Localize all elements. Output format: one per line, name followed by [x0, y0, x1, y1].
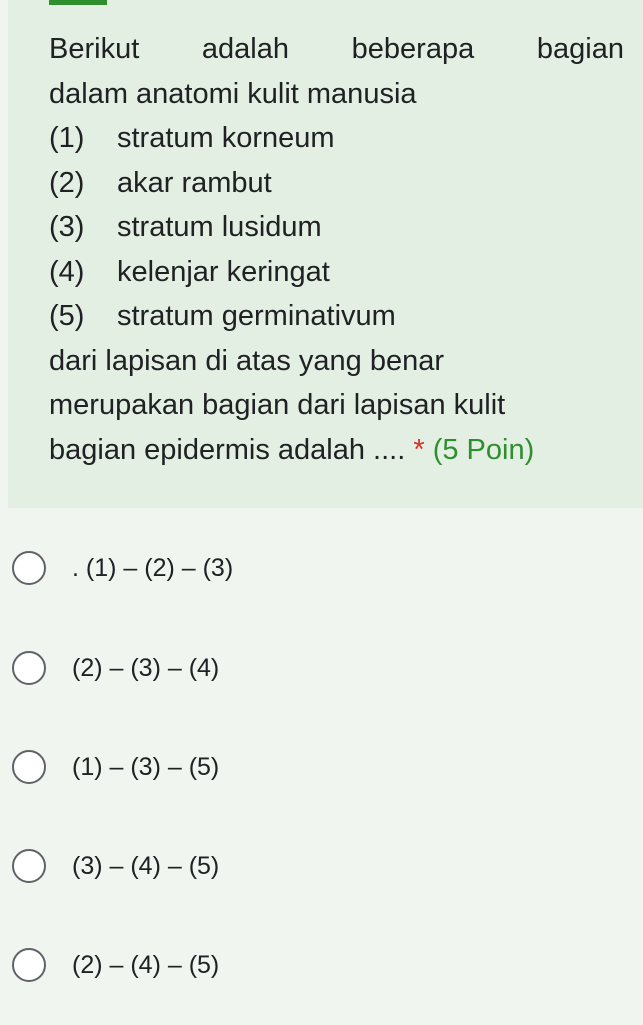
item-number: (5) — [49, 300, 85, 332]
option-label[interactable]: (2) – (4) – (5) — [72, 950, 220, 979]
question-line-8: dari lapisan di atas yang benar — [49, 344, 444, 377]
question-item-5 — [49, 294, 624, 339]
question-word: bagian — [536, 33, 624, 65]
question-word: adalah — [201, 33, 290, 65]
radio-button-icon[interactable] — [12, 948, 46, 982]
question-word: Berikut — [49, 33, 140, 65]
option-label[interactable]: (3) – (4) – (5) — [72, 851, 220, 880]
item-text: stratum korneum — [117, 122, 335, 154]
question-item-4 — [49, 250, 624, 295]
item-number: (4) — [49, 255, 85, 288]
option-label[interactable]: (2) – (3) – (4) — [72, 653, 220, 682]
radio-button-icon[interactable] — [12, 551, 46, 585]
question-line-9: merupakan bagian dari lapisan kulit — [49, 389, 506, 421]
item-text: stratum germinativum — [117, 300, 396, 332]
radio-button-icon[interactable] — [12, 651, 46, 685]
radio-button-icon[interactable] — [12, 750, 46, 784]
item-text: kelenjar keringat — [117, 255, 330, 288]
item-number: (1) — [49, 122, 85, 154]
option-5[interactable] — [12, 945, 219, 985]
item-text: akar rambut — [117, 166, 272, 199]
option-label[interactable]: . (1) – (2) – (3) — [72, 553, 234, 582]
question-prompt: bagian epidermis adalah .... — [49, 433, 406, 466]
option-2[interactable] — [12, 648, 219, 688]
option-4[interactable] — [12, 846, 219, 886]
required-asterisk: * — [413, 433, 425, 466]
question-line-2: dalam anatomi kulit manusia — [49, 77, 417, 110]
question-line-1 — [49, 27, 624, 72]
question-accent-bar — [49, 0, 107, 5]
question-text — [49, 27, 624, 472]
radio-button-icon[interactable] — [12, 849, 46, 883]
question-item-1 — [49, 116, 624, 161]
question-points: (5 Poin) — [432, 433, 535, 466]
option-1[interactable] — [12, 548, 233, 588]
item-text: stratum lusidum — [117, 211, 322, 243]
question-line-10 — [49, 428, 624, 473]
item-number: (2) — [49, 166, 85, 199]
question-item-2 — [49, 161, 624, 206]
question-word: beberapa — [351, 33, 475, 65]
option-3[interactable] — [12, 747, 219, 787]
item-number: (3) — [49, 211, 85, 243]
option-label[interactable]: (1) – (3) – (5) — [72, 752, 220, 781]
question-item-3 — [49, 205, 624, 250]
